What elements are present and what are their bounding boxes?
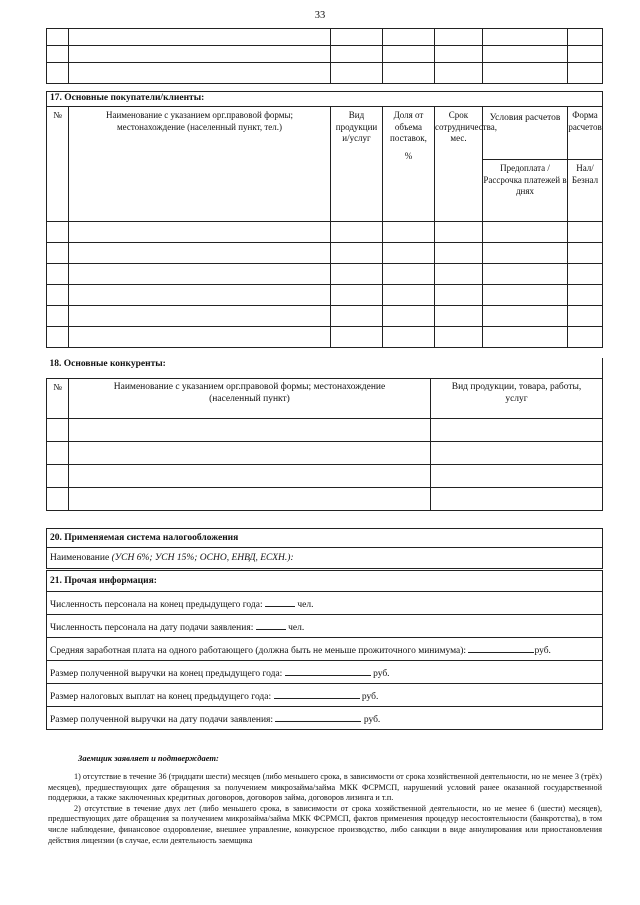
unit-label: чел. <box>288 622 305 633</box>
col-header-payment-form: Форма расчетов <box>568 107 603 160</box>
staff-current-label: Численность персонала на дату подачи заявления: <box>50 622 254 633</box>
table-row <box>47 46 603 63</box>
avg-salary-label: Средняя заработная плата на одного работающего (должна быть не меньше прожиточного минимума): <box>50 645 467 656</box>
col-header-prepay: Предоплата / Рассрочка платежей в днях <box>483 160 568 222</box>
staff-prev-year-line <box>47 592 603 615</box>
declaration-paragraph-1: 1) отсутствие в течение 36 (тридцати шести) месяцев (либо меньшего срока, в зависимости от срока хозяйственной деятельности, но не менее 3 (трёх) месяцев), предшествующих дате обращения за получением микрозайма/займа МКК ФСРМСП, нарушений условий ранее оказанной государственной поддержки, а также заключенных кредитных договоров, договоров займа, договоров лизинга и т.п. <box>48 772 602 803</box>
col-header-term: Срок сотрудничества, мес. <box>435 107 483 222</box>
tax-system-options: (УСН 6%; УСН 15%; ОСНО, ЕНВД, ЕСХН.): <box>111 553 294 563</box>
unit-label: руб. <box>534 645 551 656</box>
col-header-conditions: Условия расчетов <box>483 107 568 160</box>
table-row <box>47 264 603 285</box>
page-number: 33 <box>314 10 326 21</box>
tax-payments-label: Размер налоговых выплат на конец предыдущего года: <box>50 691 272 702</box>
customers-table <box>46 91 603 348</box>
declaration-title: Заемщик заявляет и подтверждает: <box>78 753 219 763</box>
table-row <box>47 327 603 348</box>
competitors-table <box>46 358 603 511</box>
avg-salary-input[interactable] <box>468 643 534 653</box>
revenue-prev-year-label: Размер полученной выручки на конец предыдущего года: <box>50 668 283 679</box>
col-header-name: Наименование с указанием орг.правовой формы; местонахождение (населенный пункт, тел.) <box>69 107 331 222</box>
avg-salary-line <box>47 638 603 661</box>
section-17-title: 17. Основные покупатели/клиенты: <box>47 92 603 107</box>
table-row <box>47 222 603 243</box>
col-header-share <box>383 107 435 222</box>
tax-payments-input[interactable] <box>274 689 360 699</box>
table-row <box>47 243 603 264</box>
staff-current-input[interactable] <box>256 620 286 630</box>
tax-system-field <box>47 548 603 569</box>
staff-prev-year-input[interactable] <box>265 597 295 607</box>
declaration-text <box>48 772 602 846</box>
other-info-table <box>46 570 603 730</box>
section-18-title: 18. Основные конкуренты: <box>47 358 603 379</box>
share-unit: % <box>404 150 413 161</box>
previous-table-continuation <box>46 28 603 84</box>
table-row <box>47 29 603 46</box>
col-header-product: Вид продукции, товара, работы, услуг <box>431 379 603 419</box>
table-row <box>47 488 603 511</box>
revenue-current-input[interactable] <box>275 712 361 722</box>
revenue-current-label: Размер полученной выручки на дату подачи заявления: <box>50 714 274 725</box>
table-row <box>47 442 603 465</box>
share-label: Доля от объема поставок, <box>390 110 427 143</box>
col-header-num: № <box>47 107 69 222</box>
table-row <box>47 285 603 306</box>
unit-label: руб. <box>361 691 379 702</box>
section-21-title: 21. Прочая информация: <box>47 571 603 592</box>
revenue-current-line <box>47 707 603 730</box>
table-row <box>47 419 603 442</box>
revenue-prev-year-input[interactable] <box>285 666 371 676</box>
col-header-cash: Нал/Безнал <box>568 160 603 222</box>
table-row <box>47 63 603 84</box>
section-20-title: 20. Применяемая система налогообложения <box>47 529 603 548</box>
staff-prev-year-label: Численность персонала на конец предыдущего года: <box>50 599 263 610</box>
table-row <box>47 306 603 327</box>
unit-label: руб. <box>373 668 390 679</box>
declaration-paragraph-2: 2) отсутствие в течение двух лет (либо меньшего срока, в зависимости от срока хозяйственной деятельности, но не менее 6 (шести) месяцев), предшествующих дате обращения за получением микрозайма/займа МКК ФСРМСП, фактов применения процедур несостоятельности (банкротства), в том числе наблюдение, финансовое оздоровление, внешнее управление, конкурсное производство, либо санкции в виде аннулирования или приостановления действия лицензии (в случае, если деятельность заемщика <box>48 803 602 845</box>
table-row <box>47 465 603 488</box>
tax-system-table <box>46 528 603 569</box>
col-header-product: Вид продукции и/услуг <box>331 107 383 222</box>
unit-label: руб. <box>363 714 381 725</box>
revenue-prev-year-line <box>47 661 603 684</box>
staff-current-line <box>47 615 603 638</box>
col-header-num: № <box>47 379 69 419</box>
col-header-name: Наименование с указанием орг.правовой формы; местонахождение (населенный пункт) <box>69 379 431 419</box>
tax-system-label: Наименование <box>50 553 110 563</box>
unit-label: чел. <box>297 599 314 610</box>
tax-payments-line <box>47 684 603 707</box>
